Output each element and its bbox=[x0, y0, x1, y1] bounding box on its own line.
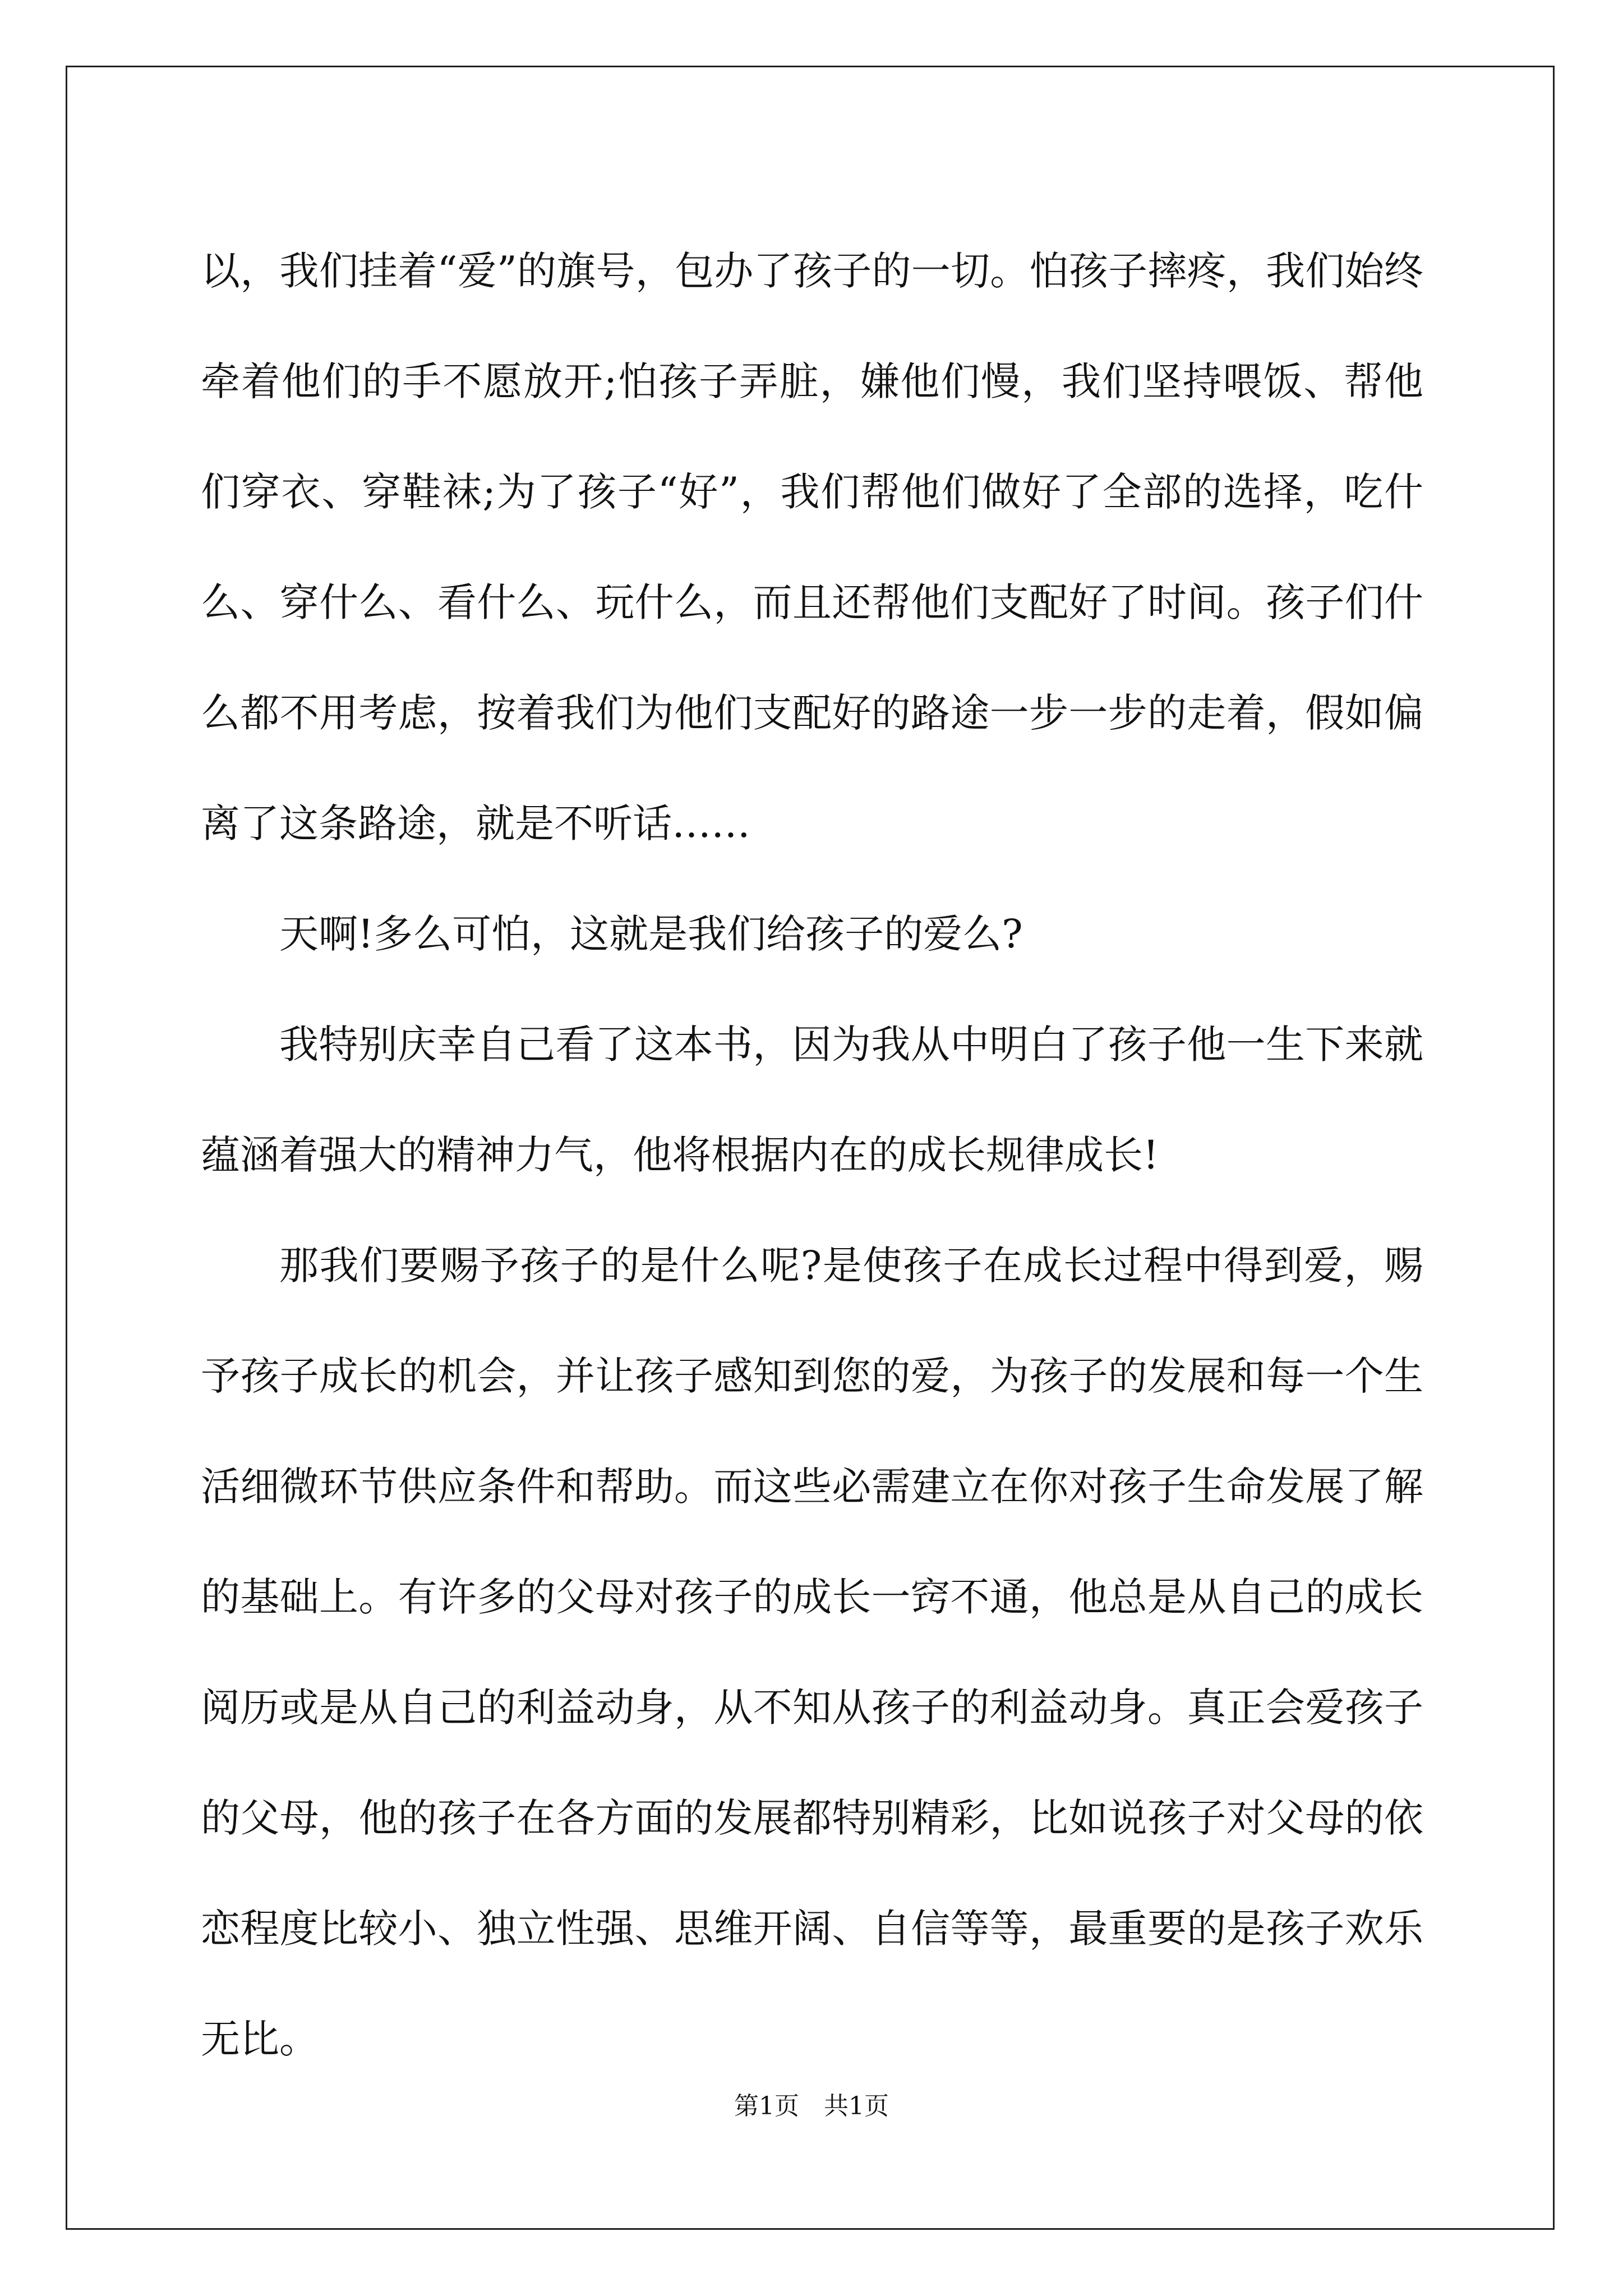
paragraph-4: 那我们要赐予孩子的是什么呢?是使孩子在成长过程中得到爱，赐予孩子成长的机会，并让孩子感知到您的爱，为孩子的发展和每一个生活细微环节供应条件和帮助。而这些必需建立在你对孩子生命发展了解的基础上。有许多的父母对孩子的成长一窍不通，他总是从自己的成长阅历或是从自己的利益动身，从不知从孩子的利益动身。真正会爱孩子的父母，他的孩子在各方面的发展都特别精彩，比如说孩子对父母的依恋程度比较小、独立性强、思维开阔、自信等等，最重要的是孩子欢乐无比。 bbox=[201, 1243, 1423, 2062]
page-number: 第1页 bbox=[734, 2092, 799, 2120]
paragraph-3: 我特别庆幸自己看了这本书，因为我从中明白了孩子他一生下来就蕴涵着强大的精神力气，他将根据内在的成长规律成长! bbox=[201, 1022, 1423, 1178]
page-total: 共1页 bbox=[824, 2092, 889, 2120]
paragraph-2: 天啊!多么可怕，这就是我们给孩子的爱么? bbox=[279, 911, 1023, 957]
document-body bbox=[201, 216, 1423, 2095]
paragraph-1: 以，我们挂着“爱”的旗号，包办了孩子的一切。怕孩子摔疼，我们始终牵着他们的手不愿放开;怕孩子弄脏，嫌他们慢，我们坚持喂饭、帮他们穿衣、穿鞋袜;为了孩子“好”，我们帮他们做好了全部的选择，吃什么、穿什么、看什么、玩什么，而且还帮他们支配好了时间。孩子们什么都不用考虑，按着我们为他们支配好的路途一步一步的走着，假如偏离了这条路途，就是不听话…… bbox=[201, 248, 1423, 846]
page-footer bbox=[0, 2090, 1623, 2123]
